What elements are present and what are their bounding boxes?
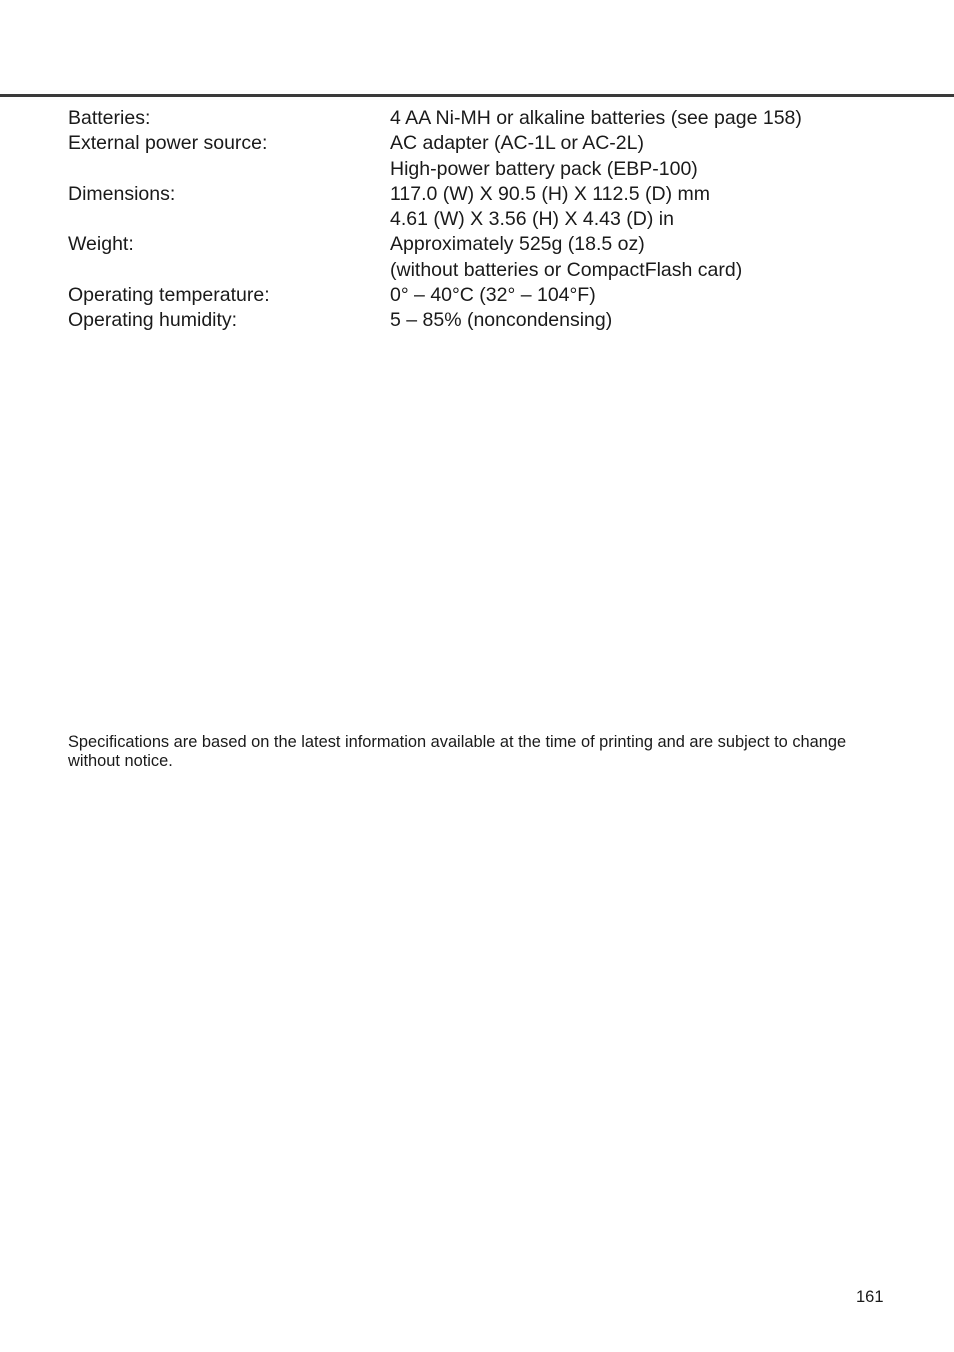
header-rule [0,94,954,97]
spec-row-batteries [68,106,888,131]
spec-label: External power source: [68,132,268,155]
spec-value: 0° – 40°C (32° – 104°F) [390,284,596,307]
spec-value: Approximately 525g (18.5 oz) [390,233,645,256]
spec-values [390,283,888,308]
spec-value: 5 – 85% (noncondensing) [390,309,613,332]
spec-value: 117.0 (W) X 90.5 (H) X 112.5 (D) mm [390,182,711,205]
spec-row-weight [68,232,888,283]
spec-value: 4.61 (W) X 3.56 (H) X 4.43 (D) in [390,208,674,231]
spec-values [390,131,888,182]
spec-values [390,182,888,233]
spec-row-operating-humidity [68,308,888,333]
page-number: 161 [856,1288,884,1306]
spec-row-dimensions [68,182,888,233]
spec-value: (without batteries or CompactFlash card) [390,258,743,281]
spec-values [390,232,888,283]
specifications-list [68,106,888,334]
spec-label: Weight: [68,233,134,256]
spec-values [390,308,888,333]
spec-label: Batteries: [68,107,151,129]
spec-label: Operating humidity: [68,309,238,332]
specifications-notice: Specifications are based on the latest information available at the time of printing and are subject to change without notice. [68,733,847,770]
spec-label: Operating temperature: [68,284,270,307]
spec-value: AC adapter (AC-1L or AC-2L) [390,132,644,155]
spec-values [390,106,888,131]
spec-value: High-power battery pack (EBP-100) [390,157,698,180]
spec-row-operating-temperature [68,283,888,308]
spec-label: Dimensions: [68,182,176,205]
spec-row-external-power [68,131,888,182]
spec-value: 4 AA Ni-MH or alkaline batteries (see page 158) [390,107,802,129]
